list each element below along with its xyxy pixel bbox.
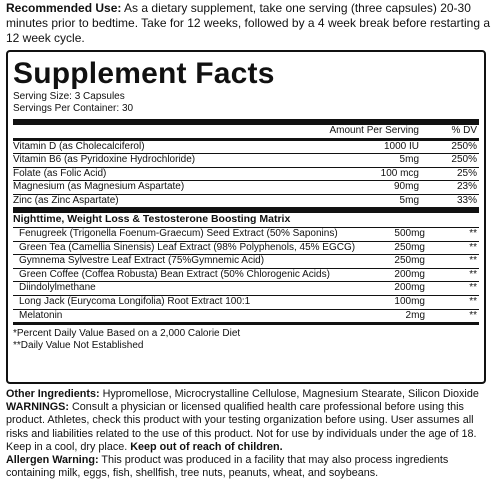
nutrient-amount: 1000 IU [383, 140, 419, 152]
nutrient-row [13, 194, 479, 208]
facts-title: Supplement Facts [13, 57, 275, 90]
nutrient-dv: 23% [456, 181, 477, 192]
matrix-row [13, 295, 479, 309]
matrix-ingredient-dv: ** [469, 282, 477, 294]
nutrient-name: Magnesium (as Magnesium Aspartate) [13, 181, 185, 192]
allergen-label: Allergen Warning: [6, 454, 99, 467]
matrix-ingredient-amount: 250mg [394, 241, 425, 253]
servings-per-container: Servings Per Container: 30 [13, 103, 134, 114]
matrix-ingredient-dv: ** [469, 295, 477, 307]
matrix-ingredient-amount: 2mg [405, 309, 425, 321]
matrix-ingredient-name: Diindolylmethane [19, 282, 96, 294]
nutrient-amount: 90mg [393, 181, 419, 192]
matrix-ingredient-amount: 500mg [394, 228, 425, 239]
matrix-ingredient-name: Gymnema Sylvestre Leaf Extract (75%Gymnemic Acid) [19, 255, 265, 267]
footnote-daily-value: **Daily Value Not Established [13, 340, 144, 352]
nutrient-name: Zinc (as Zinc Aspartate) [13, 194, 119, 206]
matrix-ingredient-name: Green Coffee (Coffea Robusta) Bean Extract (50% Chlorogenic Acids) [19, 268, 330, 280]
matrix-ingredient-amount: 200mg [394, 282, 425, 294]
matrix-row [13, 254, 479, 268]
recommended-use-label: Recommended Use: [6, 1, 122, 15]
matrix-list [13, 227, 479, 322]
nutrient-row [13, 180, 479, 194]
supplement-facts-panel [6, 50, 486, 384]
matrix-ingredient-amount: 100mg [394, 295, 425, 307]
warnings [6, 401, 496, 454]
nutrient-amount: 100 mcg [380, 167, 419, 179]
amount-per-serving-header: Amount Per Serving [329, 125, 419, 136]
allergen-text: This product was produced in a facility that may also process ingredients containing milk, eggs, fish, shellfish, tree nuts, peanuts, wheat, and soybeans. [6, 454, 449, 480]
recommended-use [6, 1, 496, 46]
nutrient-dv: 250% [451, 140, 477, 152]
nutrient-row [13, 141, 479, 154]
warnings-label: WARNINGS: [6, 401, 69, 414]
facts-header-row [13, 125, 479, 138]
nutrient-row [13, 153, 479, 167]
matrix-ingredient-amount: 250mg [394, 255, 425, 267]
matrix-ingredient-dv: ** [469, 255, 477, 267]
matrix-ingredient-dv: ** [469, 309, 477, 321]
matrix-row [13, 268, 479, 282]
matrix-ingredient-name: Melatonin [19, 309, 63, 321]
footnote-percent: *Percent Daily Value Based on a 2,000 Calorie Diet [13, 328, 241, 340]
allergen-warning [6, 454, 496, 480]
other-ingredients-text: Hypromellose, Microcrystalline Cellulose, Magnesium Stearate, Silicon Dioxide [102, 388, 479, 400]
nutrient-amount: 5mg [399, 154, 419, 165]
nutrient-list [13, 141, 479, 208]
matrix-row [13, 241, 479, 255]
matrix-ingredient-name: Green Tea (Camellia Sinensis) Leaf Extract (98% Polyphenols, 45% EGCG) [19, 241, 356, 253]
nutrient-dv: 250% [451, 154, 477, 165]
nutrient-name: Vitamin B6 (as Pyridoxine Hydrochloride) [13, 154, 196, 165]
nutrient-dv: 33% [456, 194, 477, 206]
nutrient-name: Folate (as Folic Acid) [13, 167, 107, 179]
other-ingredients [6, 388, 496, 401]
matrix-ingredient-dv: ** [469, 228, 477, 239]
matrix-ingredient-dv: ** [469, 241, 477, 253]
warnings-text: Consult a physician or licensed qualified health care professional before using this product. Athletes, check this product with your testing organization before using. User assumes all risks and liabilities related to the use of this product. Not for use by individuals under the age of 18. Keep in a cool, dry place. [6, 401, 477, 453]
matrix-row [13, 227, 479, 241]
nutrient-amount: 5mg [399, 194, 419, 206]
matrix-row [13, 309, 479, 323]
matrix-row [13, 281, 479, 295]
recommended-use-text: As a dietary supplement, take one serving (three capsules) 20-30 minutes prior to bedtime. Take for 12 weeks, followed by a 4 week break before restarting a 12 week cycle. [6, 1, 491, 45]
serving-size: Serving Size: 3 Capsules [13, 91, 125, 102]
other-ingredients-label: Other Ingredients: [6, 388, 100, 400]
dv-header: % DV [451, 125, 477, 136]
nutrient-row [13, 167, 479, 181]
bottom-text [6, 388, 496, 480]
nutrient-name: Vitamin D (as Cholecalciferol) [13, 140, 145, 152]
matrix-ingredient-amount: 200mg [394, 268, 425, 280]
matrix-ingredient-dv: ** [469, 268, 477, 280]
matrix-ingredient-name: Fenugreek (Trigonella Foenum-Graecum) Seed Extract (50% Saponins) [19, 228, 338, 239]
matrix-title: Nighttime, Weight Loss & Testosterone Boosting Matrix [13, 213, 291, 225]
matrix-ingredient-name: Long Jack (Eurycoma Longifolia) Root Extract 100:1 [19, 295, 251, 307]
warnings-bold: Keep out of reach of children. [130, 440, 283, 453]
nutrient-dv: 25% [456, 167, 477, 179]
